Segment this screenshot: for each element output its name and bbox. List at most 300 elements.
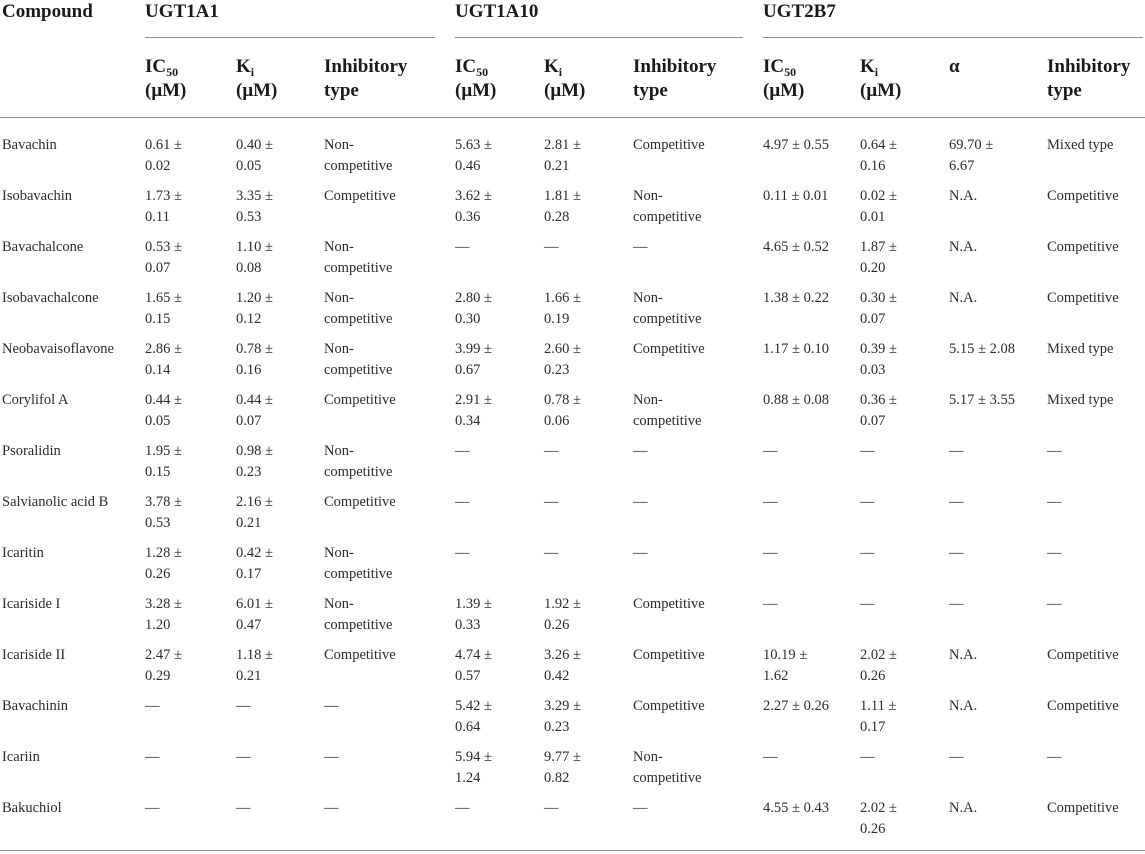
cell-line: 0.20 (860, 260, 886, 276)
cell-line: 0.30 (455, 311, 481, 327)
cell-type-ugt1a1 (324, 186, 396, 207)
subheader-inhibitory-type: Inhibitory type (324, 56, 408, 101)
cell-line: — (763, 545, 778, 561)
compound-name: Icaritin (2, 545, 44, 561)
cell-line: 0.57 (455, 668, 481, 684)
cell-line: 1.87 ± (860, 239, 897, 255)
cell-line: 0.06 (544, 413, 570, 429)
cell-line: 3.35 ± (236, 188, 273, 204)
group-rule-ugt2b7 (763, 37, 1143, 38)
cell-line: Competitive (1047, 647, 1119, 663)
cell-type-ugt1a10 (633, 390, 701, 432)
cell-line: 0.88 ± 0.08 (763, 392, 829, 408)
cell-line: — (763, 596, 778, 612)
cell-line: — (455, 545, 470, 561)
cell-ki-ugt1a1 (236, 798, 251, 819)
cell-alpha-ugt2b7 (949, 441, 964, 462)
cell-line: 3.99 ± (455, 341, 492, 357)
compound-name: Icariin (2, 749, 40, 765)
cell-line: 1.38 ± 0.22 (763, 290, 829, 306)
cell-line: 2.47 ± (145, 647, 182, 663)
cell-line: Competitive (324, 647, 396, 663)
cell-line: Competitive (633, 596, 705, 612)
cell-ki-ugt1a1 (236, 339, 273, 381)
cell-line: — (324, 749, 339, 765)
cell-ic50-ugt1a10 (455, 135, 492, 177)
compound-name: Isobavachin (2, 188, 73, 204)
cell-alpha-ugt2b7 (949, 186, 977, 207)
cell-ki-ugt1a1 (236, 288, 273, 330)
cell-ic50-ugt1a1 (145, 288, 182, 330)
cell-ic50-ugt1a10 (455, 543, 470, 564)
cell-line: Non- (633, 290, 663, 306)
cell-ki-ugt1a1 (236, 543, 273, 585)
cell-line: — (763, 749, 778, 765)
compound-name: Icariside II (2, 647, 66, 663)
cell-ic50-ugt1a10 (455, 339, 492, 381)
cell-line: 2.02 ± (860, 800, 897, 816)
cell-line: Competitive (324, 494, 396, 510)
cell-ki-ugt2b7 (860, 594, 875, 615)
cell-line: 1.10 ± (236, 239, 273, 255)
cell-ic50-ugt1a10 (455, 441, 470, 462)
header-group-ugt2b7: UGT2B7 (763, 1, 836, 22)
header-compound: Compound (2, 1, 93, 22)
cell-line: Non- (633, 749, 663, 765)
cell-ic50-ugt1a10 (455, 798, 470, 819)
cell-type-ugt2b7 (1047, 747, 1062, 768)
cell-line: 0.16 (860, 158, 886, 174)
cell-ki-ugt1a10 (544, 237, 559, 258)
cell-type-ugt1a1 (324, 747, 339, 768)
cell-line: 1.28 ± (145, 545, 182, 561)
cell-line: 1.95 ± (145, 443, 182, 459)
cell-line: 0.36 ± (860, 392, 897, 408)
cell-line: 0.07 (860, 413, 886, 429)
cell-line: 0.44 ± (236, 392, 273, 408)
header-rule (0, 117, 1145, 118)
cell-ic50-ugt1a10 (455, 288, 492, 330)
cell-line: 3.62 ± (455, 188, 492, 204)
cell-line: competitive (633, 413, 702, 429)
subheader-ic50: $IC_{50}$ (μM) (145, 56, 187, 101)
cell-line: 0.15 (145, 311, 171, 327)
cell-line: N.A. (949, 239, 978, 255)
cell-type-ugt1a1 (324, 645, 396, 666)
cell-ki-ugt1a10 (544, 645, 581, 687)
cell-line: Non- (324, 341, 354, 357)
cell-ic50-ugt1a1 (145, 798, 160, 819)
cell-line: — (544, 239, 559, 255)
cell-line: 69.70 ± (949, 137, 994, 153)
cell-line: 5.94 ± (455, 749, 492, 765)
cell-line: 0.08 (236, 260, 262, 276)
cell-ic50-ugt2b7 (763, 645, 807, 687)
cell-line: 0.21 (236, 668, 262, 684)
cell-line: — (633, 494, 648, 510)
cell-line: 0.16 (236, 362, 262, 378)
cell-line: Competitive (324, 392, 396, 408)
cell-line: 4.74 ± (455, 647, 492, 663)
cell-line: 0.30 ± (860, 290, 897, 306)
subheader-ic50: $IC_{50}$ (μM) (763, 56, 805, 101)
cell-line: — (236, 749, 251, 765)
cell-ki-ugt2b7 (860, 186, 897, 228)
compound-name: Bavachalcone (2, 239, 84, 255)
cell-ki-ugt1a1 (236, 492, 273, 534)
cell-line: — (633, 443, 648, 459)
compound-name: Bavachinin (2, 698, 69, 714)
cell-line: — (455, 239, 470, 255)
compound-name: Icariside I (2, 596, 61, 612)
cell-line: — (145, 800, 160, 816)
cell-line: — (633, 239, 648, 255)
cell-ic50-ugt1a1 (145, 543, 182, 585)
cell-line: 0.53 (236, 209, 262, 225)
cell-ic50-ugt1a10 (455, 390, 492, 432)
cell-type-ugt1a10 (633, 237, 648, 258)
cell-line: 0.28 (544, 209, 570, 225)
cell-line: 0.33 (455, 617, 481, 633)
cell-line: — (145, 749, 160, 765)
cell-type-ugt1a10 (633, 543, 648, 564)
cell-line: 0.14 (145, 362, 171, 378)
cell-line: — (860, 749, 875, 765)
cell-ki-ugt2b7 (860, 288, 897, 330)
cell-line: 0.42 (544, 668, 570, 684)
cell-ic50-ugt2b7 (763, 747, 778, 768)
cell-alpha-ugt2b7 (949, 135, 993, 177)
cell-line: 1.92 ± (544, 596, 581, 612)
cell-line: 6.01 ± (236, 596, 273, 612)
cell-line: 0.44 ± (145, 392, 182, 408)
cell-type-ugt1a1 (324, 441, 392, 483)
cell-ki-ugt2b7 (860, 441, 875, 462)
cell-line: Non- (633, 188, 663, 204)
cell-ic50-ugt1a1 (145, 441, 182, 483)
cell-ki-ugt1a10 (544, 594, 581, 636)
cell-line: — (1047, 545, 1062, 561)
cell-line: 0.42 ± (236, 545, 273, 561)
cell-alpha-ugt2b7 (949, 237, 977, 258)
cell-line: Competitive (633, 698, 705, 714)
cell-line: 0.12 (236, 311, 262, 327)
cell-line: 1.62 (763, 668, 789, 684)
cell-line: 0.61 ± (145, 137, 182, 153)
cell-ic50-ugt2b7 (763, 594, 778, 615)
cell-line: 1.20 (145, 617, 171, 633)
cell-line: competitive (324, 566, 393, 582)
cell-type-ugt2b7 (1047, 645, 1119, 666)
cell-ki-ugt2b7 (860, 798, 897, 840)
cell-line: competitive (633, 311, 702, 327)
cell-line: — (236, 800, 251, 816)
cell-ki-ugt1a1 (236, 390, 273, 432)
cell-line: Non- (324, 137, 354, 153)
cell-line: 0.19 (544, 311, 570, 327)
cell-alpha-ugt2b7 (949, 390, 1015, 411)
cell-type-ugt1a10 (633, 747, 701, 789)
cell-type-ugt1a1 (324, 492, 396, 513)
cell-alpha-ugt2b7 (949, 747, 964, 768)
cell-line: competitive (324, 260, 393, 276)
cell-line: — (455, 443, 470, 459)
cell-line: 0.53 (145, 515, 171, 531)
cell-line: competitive (324, 158, 393, 174)
cell-ki-ugt1a10 (544, 186, 581, 228)
cell-type-ugt1a1 (324, 390, 396, 411)
cell-type-ugt1a10 (633, 798, 648, 819)
compound-name: Salvianolic acid B (2, 494, 109, 510)
cell-line: 0.05 (145, 413, 171, 429)
cell-line: 0.53 ± (145, 239, 182, 255)
cell-line: 2.86 ± (145, 341, 182, 357)
cell-line: — (1047, 443, 1062, 459)
cell-line: 0.23 (544, 362, 570, 378)
cell-type-ugt1a10 (633, 288, 701, 330)
cell-line: 1.39 ± (455, 596, 492, 612)
cell-line: Competitive (633, 341, 705, 357)
cell-ki-ugt2b7 (860, 237, 897, 279)
cell-type-ugt2b7 (1047, 288, 1119, 309)
cell-line: — (949, 494, 964, 510)
cell-line: 0.36 (455, 209, 481, 225)
cell-type-ugt2b7 (1047, 237, 1119, 258)
compound-name: Bakuchiol (2, 800, 62, 816)
cell-line: 0.78 ± (544, 392, 581, 408)
cell-line: — (145, 698, 160, 714)
cell-line: N.A. (949, 647, 978, 663)
cell-line: 0.29 (145, 668, 171, 684)
cell-ki-ugt2b7 (860, 339, 897, 381)
cell-line: 0.11 ± 0.01 (763, 188, 829, 204)
cell-ic50-ugt1a10 (455, 492, 470, 513)
cell-type-ugt1a10 (633, 594, 705, 615)
cell-line: 0.46 (455, 158, 481, 174)
cell-line: — (544, 545, 559, 561)
subheader-inhibitory-type: Inhibitory type (633, 56, 717, 101)
cell-line: 0.15 (145, 464, 171, 480)
cell-type-ugt2b7 (1047, 339, 1113, 360)
cell-alpha-ugt2b7 (949, 492, 964, 513)
cell-line: — (949, 443, 964, 459)
cell-alpha-ugt2b7 (949, 696, 977, 717)
cell-type-ugt1a1 (324, 135, 392, 177)
cell-ic50-ugt1a1 (145, 696, 160, 717)
compound-name: Bavachin (2, 137, 57, 153)
cell-ic50-ugt1a1 (145, 645, 182, 687)
group-rule-ugt1a1 (145, 37, 435, 38)
compound-name: Psoralidin (2, 443, 61, 459)
cell-line: 1.18 ± (236, 647, 273, 663)
cell-line: — (1047, 749, 1062, 765)
cell-line: 0.23 (236, 464, 262, 480)
cell-line: 1.65 ± (145, 290, 182, 306)
cell-line: 1.11 ± (860, 698, 897, 714)
cell-ki-ugt2b7 (860, 747, 875, 768)
cell-line: 0.64 ± (860, 137, 897, 153)
cell-line: 2.81 ± (544, 137, 581, 153)
compound-name: Isobavachalcone (2, 290, 99, 306)
cell-line: 2.27 ± 0.26 (763, 698, 829, 714)
cell-line: 0.98 ± (236, 443, 273, 459)
cell-ic50-ugt2b7 (763, 339, 829, 360)
cell-line: Competitive (1047, 188, 1119, 204)
cell-alpha-ugt2b7 (949, 543, 964, 564)
cell-line: 2.80 ± (455, 290, 492, 306)
cell-line: 0.47 (236, 617, 262, 633)
cell-line: — (324, 800, 339, 816)
cell-line: 2.16 ± (236, 494, 273, 510)
cell-line: Non- (324, 290, 354, 306)
cell-type-ugt1a10 (633, 696, 705, 717)
compound-name: Neobavaisoflavone (2, 341, 114, 357)
subheader-inhibitory-type: Inhibitory type (1047, 56, 1131, 101)
cell-ic50-ugt2b7 (763, 237, 829, 258)
cell-ic50-ugt1a10 (455, 696, 492, 738)
cell-type-ugt1a10 (633, 441, 648, 462)
cell-line: 4.97 ± 0.55 (763, 137, 829, 153)
cell-line: N.A. (949, 290, 978, 306)
cell-type-ugt1a10 (633, 645, 705, 666)
cell-alpha-ugt2b7 (949, 645, 977, 666)
cell-line: 2.91 ± (455, 392, 492, 408)
cell-ic50-ugt1a1 (145, 339, 182, 381)
cell-line: 3.28 ± (145, 596, 182, 612)
cell-ki-ugt1a1 (236, 645, 273, 687)
cell-type-ugt1a1 (324, 543, 392, 585)
cell-line: 0.11 (145, 209, 170, 225)
cell-line: Competitive (324, 188, 396, 204)
cell-ki-ugt1a1 (236, 186, 273, 228)
header-group-ugt1a1: UGT1A1 (145, 1, 219, 22)
cell-line: — (860, 596, 875, 612)
cell-line: Competitive (1047, 239, 1119, 255)
cell-line: competitive (324, 362, 393, 378)
cell-line: Competitive (1047, 290, 1119, 306)
cell-line: — (1047, 596, 1062, 612)
cell-line: N.A. (949, 800, 978, 816)
cell-line: 5.17 ± 3.55 (949, 392, 1015, 408)
cell-ki-ugt2b7 (860, 543, 875, 564)
cell-line: 3.29 ± (544, 698, 581, 714)
cell-type-ugt1a1 (324, 237, 392, 279)
cell-line: N.A. (949, 698, 978, 714)
cell-line: 0.02 ± (860, 188, 897, 204)
cell-line: — (763, 443, 778, 459)
cell-ic50-ugt1a1 (145, 594, 182, 636)
cell-type-ugt1a10 (633, 135, 705, 156)
cell-line: 3.78 ± (145, 494, 182, 510)
cell-line: — (324, 698, 339, 714)
cell-ki-ugt1a10 (544, 543, 559, 564)
cell-line: competitive (633, 209, 702, 225)
cell-line: Mixed type (1047, 137, 1114, 153)
cell-alpha-ugt2b7 (949, 798, 977, 819)
cell-type-ugt2b7 (1047, 186, 1119, 207)
cell-line: — (544, 800, 559, 816)
cell-line: Competitive (1047, 698, 1119, 714)
cell-type-ugt2b7 (1047, 441, 1062, 462)
cell-type-ugt1a1 (324, 339, 392, 381)
cell-alpha-ugt2b7 (949, 594, 964, 615)
cell-line: Non- (324, 596, 354, 612)
cell-line: 1.20 ± (236, 290, 273, 306)
cell-line: 0.17 (860, 719, 886, 735)
cell-ki-ugt1a10 (544, 798, 559, 819)
cell-line: 6.67 (949, 158, 975, 174)
cell-line: 1.17 ± 0.10 (763, 341, 829, 357)
cell-line: 0.05 (236, 158, 262, 174)
cell-line: — (860, 545, 875, 561)
cell-ic50-ugt2b7 (763, 492, 778, 513)
cell-line: competitive (324, 311, 393, 327)
cell-line: — (949, 749, 964, 765)
header-group-ugt1a10: UGT1A10 (455, 1, 539, 22)
cell-line: competitive (324, 617, 393, 633)
cell-line: 0.23 (544, 719, 570, 735)
cell-type-ugt1a10 (633, 186, 701, 228)
cell-ki-ugt1a10 (544, 747, 581, 789)
cell-ki-ugt1a1 (236, 237, 273, 279)
cell-line: — (949, 596, 964, 612)
cell-line: 0.01 (860, 209, 886, 225)
cell-ki-ugt1a1 (236, 747, 251, 768)
cell-line: 0.03 (860, 362, 886, 378)
cell-line: Mixed type (1047, 341, 1114, 357)
cell-ic50-ugt1a10 (455, 237, 470, 258)
cell-line: — (455, 800, 470, 816)
cell-type-ugt1a1 (324, 798, 339, 819)
cell-ic50-ugt1a1 (145, 390, 182, 432)
cell-ki-ugt1a10 (544, 696, 581, 738)
cell-line: 0.40 ± (236, 137, 273, 153)
cell-line: 2.02 ± (860, 647, 897, 663)
cell-ic50-ugt1a1 (145, 492, 182, 534)
cell-type-ugt2b7 (1047, 594, 1062, 615)
cell-ki-ugt2b7 (860, 135, 897, 177)
subheader-ic50: $IC_{50}$ (μM) (455, 56, 497, 101)
cell-line: 0.21 (544, 158, 570, 174)
cell-ki-ugt1a10 (544, 135, 581, 177)
cell-line: Competitive (1047, 800, 1119, 816)
cell-ki-ugt1a10 (544, 288, 581, 330)
cell-line: — (860, 443, 875, 459)
cell-line: Non- (324, 545, 354, 561)
cell-line: 0.26 (860, 668, 886, 684)
cell-type-ugt2b7 (1047, 798, 1119, 819)
cell-line: 0.07 (236, 413, 262, 429)
cell-line: 0.82 (544, 770, 570, 786)
cell-ic50-ugt1a10 (455, 747, 492, 789)
cell-line: — (633, 800, 648, 816)
cell-line: 4.65 ± 0.52 (763, 239, 829, 255)
cell-type-ugt1a10 (633, 339, 705, 360)
cell-alpha-ugt2b7 (949, 288, 977, 309)
cell-line: 3.26 ± (544, 647, 581, 663)
cell-ic50-ugt2b7 (763, 390, 829, 411)
cell-line: 0.78 ± (236, 341, 273, 357)
cell-type-ugt1a1 (324, 288, 392, 330)
group-rule-ugt1a10 (455, 37, 743, 38)
subheader-ki: $K_i$ (μM) (236, 56, 278, 101)
cell-line: — (860, 494, 875, 510)
cell-line: 0.67 (455, 362, 481, 378)
subheader-ki: $K_i$ (μM) (544, 56, 586, 101)
cell-ki-ugt1a10 (544, 441, 559, 462)
cell-ic50-ugt1a10 (455, 594, 492, 636)
cell-alpha-ugt2b7 (949, 339, 1015, 360)
